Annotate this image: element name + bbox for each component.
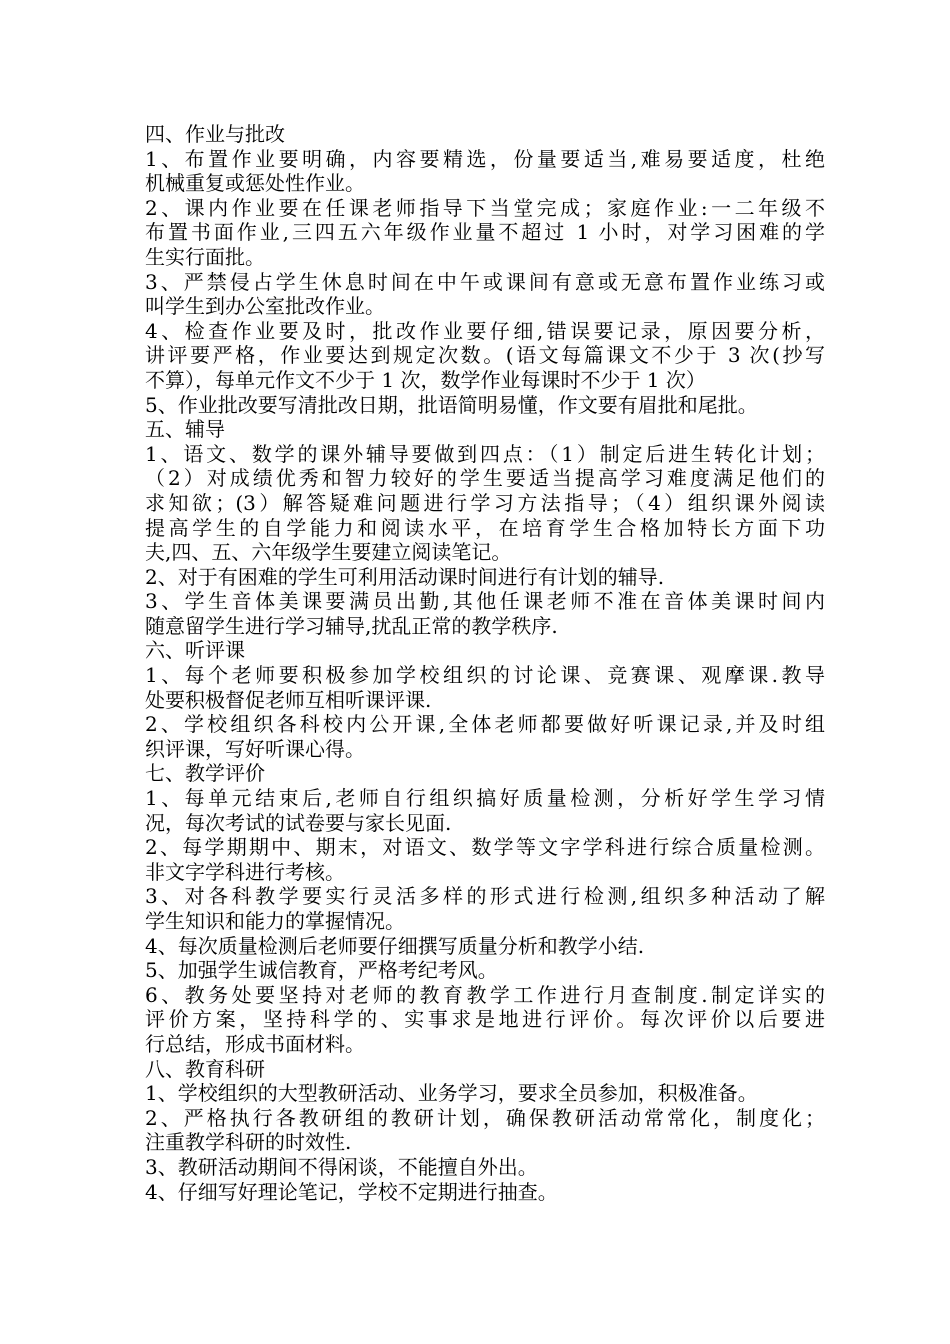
paragraph [145,934,825,959]
paragraph [145,196,825,270]
section-heading: 七、教学评价 [145,761,265,786]
paragraph [145,958,825,983]
paragraph [145,393,825,418]
text-line: （2）对成绩优秀和智力较好的学生要适当提高学习难度满足他们的 [145,466,825,491]
document-page [145,122,825,1204]
section-heading: 五、辅导 [145,417,225,442]
text-line: 叫学生到办公室批改作业。 [145,294,385,319]
section-heading: 四、作业与批改 [145,122,285,146]
text-line: 1、学校组织的大型教研活动、业务学习，要求全员参加，积极准备。 [145,1081,758,1106]
text-line: 布置书面作业,三四五六年级作业量不超过 1 小时，对学习困难的学 [145,220,825,245]
text-line: 况，每次考试的试卷要与家长见面. [145,810,452,835]
paragraph [145,884,825,933]
text-line: 行总结，形成书面材料。 [145,1031,365,1056]
paragraph [145,712,825,761]
paragraph [145,1180,825,1205]
paragraph [145,983,825,1057]
paragraph [145,319,825,393]
text-line: 求知欲；(3）解答疑难问题进行学习方法指导；（4）组织课外阅读 [145,490,825,515]
text-line: 4、仔细写好理论笔记，学校不定期进行抽查。 [145,1179,558,1204]
text-line: 4、检查作业要及时，批改作业要仔细,错误要记录，原因要分析， [145,318,825,343]
text-line: 不算），每单元作文不少于 1 次，数学作业每课时不少于 1 次） [145,367,706,392]
text-line: 讲评要严格，作业要达到规定次数。(语文每篇课文不少于 3 次(抄写 [145,343,825,368]
text-line: 6、教务处要坚持对老师的教育教学工作进行月查制度.制定详实的 [145,982,825,1007]
text-line: 注重教学科研的时效性. [145,1130,352,1155]
text-line: 2、学校组织各科校内公开课,全体老师都要做好听课记录,并及时组 [145,712,825,737]
text-line: 5、加强学生诚信教育，严格考纪考风。 [145,958,498,983]
paragraph [145,1081,825,1106]
text-line: 2、严格执行各教研组的教研计划，确保教研活动常常化，制度化； [145,1105,825,1130]
text-line: 5、作业批改要写清批改日期，批语简明易懂，作文要有眉批和尾批。 [145,392,758,417]
text-line: 学生知识和能力的掌握情况。 [145,909,405,933]
text-line: 3、严禁侵占学生休息时间在中午或课间有意或无意布置作业练习或 [145,269,825,294]
text-line: 2、对于有困难的学生可利用活动课时间进行有计划的辅导. [145,564,665,589]
text-line: 随意留学生进行学习辅导,扰乱正常的教学秩序. [145,613,558,638]
text-line: 处要积极督促老师互相听课评课. [145,687,432,712]
paragraph [145,1155,825,1180]
paragraph [145,442,825,565]
paragraph [145,270,825,319]
text-line: 2、每学期期中、期末，对语文、数学等文字学科进行综合质量检测。 [145,835,825,860]
section-heading: 八、教育科研 [145,1056,265,1081]
section-heading: 六、听评课 [145,638,245,663]
text-line: 1、语文、数学的课外辅导要做到四点：（1）制定后进生转化计划； [145,441,825,466]
paragraph [145,835,825,884]
text-line: 提高学生的自学能力和阅读水平，在培育学生合格加特长方面下功 [145,515,825,540]
text-line: 1、每单元结束后,老师自行组织搞好质量检测，分析好学生学习情 [145,786,825,811]
text-line: 2、课内作业要在任课老师指导下当堂完成；家庭作业:一二年级不 [145,195,825,220]
text-line: 夫,四、五、六年级学生要建立阅读笔记。 [145,540,512,565]
text-line: 1、布置作业要明确，内容要精选，份量要适当,难易要适度，杜绝 [145,146,825,171]
text-line: 机械重复或惩处性作业。 [145,171,365,196]
text-line: 评价方案，坚持科学的、实事求是地进行评价。每次评价以后要进 [145,1007,825,1032]
paragraph [145,786,825,835]
paragraph [145,565,825,590]
text-line: 3、教研活动期间不得闲谈，不能擅自外出。 [145,1154,538,1179]
paragraph [145,589,825,638]
text-line: 1、每个老师要积极参加学校组织的讨论课、竞赛课、观摩课.教导 [145,663,825,688]
text-line: 生实行面批。 [145,244,265,269]
paragraph [145,1106,825,1155]
paragraph [145,663,825,712]
text-line: 3、对各科教学要实行灵活多样的形式进行检测,组织多种活动了解 [145,884,825,909]
text-line: 织评课，写好听课心得。 [145,736,365,761]
text-line: 非文字学科进行考核。 [145,859,345,884]
paragraph [145,147,825,196]
text-line: 4、每次质量检测后老师要仔细撰写质量分析和教学小结. [145,933,645,958]
text-line: 3、学生音体美课要满员出勤,其他任课老师不准在音体美课时间内 [145,589,825,614]
